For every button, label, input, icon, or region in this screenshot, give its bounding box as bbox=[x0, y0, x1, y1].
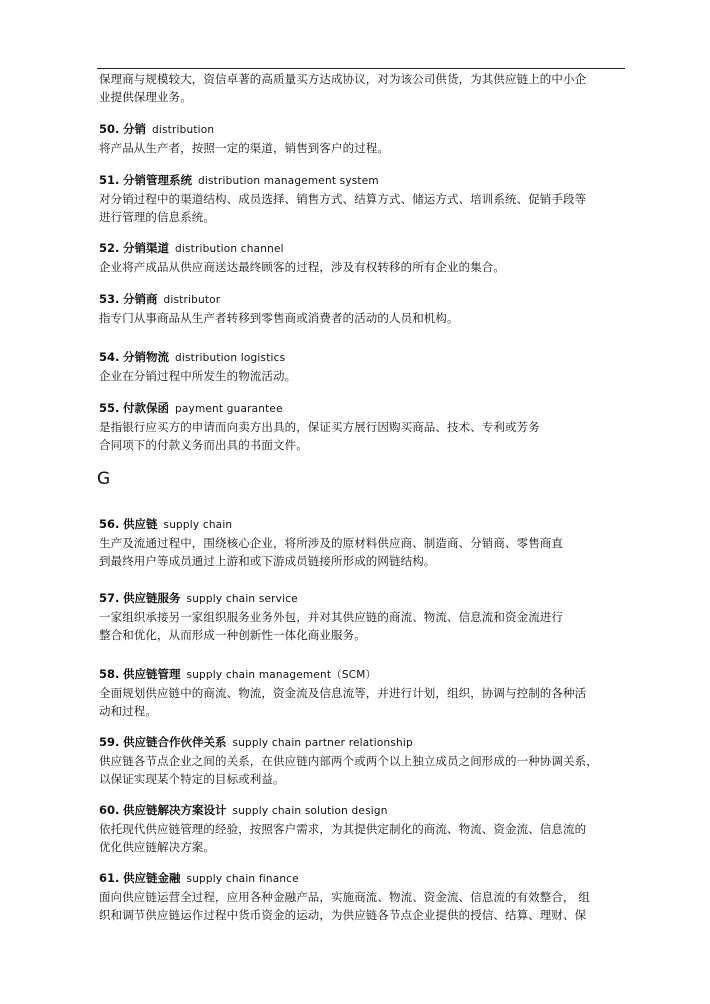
entry-term-zh: 付款保函 bbox=[123, 401, 170, 415]
entry-definition: 将产品从生产者，按照一定的渠道，销售到客户的过程。 bbox=[99, 141, 389, 155]
entry-definition: 合同项下的付款义务而出具的书面文件。 bbox=[99, 438, 308, 452]
entry-term-zh: 供应链解决方案设计 bbox=[123, 803, 227, 817]
entry-50 bbox=[99, 120, 627, 157]
entry-term-en: supply chain solution design bbox=[232, 805, 388, 817]
entry-number: 52. bbox=[99, 241, 120, 255]
entry-53 bbox=[99, 290, 627, 327]
entry-term-zh: 分销渠道 bbox=[123, 241, 170, 255]
entry-58 bbox=[99, 665, 627, 720]
entry-heading bbox=[99, 348, 627, 367]
entry-heading bbox=[99, 665, 627, 684]
section-letter: G bbox=[97, 469, 111, 489]
entry-term-zh: 供应链服务 bbox=[123, 591, 181, 605]
entry-term-en: distribution logistics bbox=[175, 352, 286, 364]
entry-definition: 到最终用户等成员通过上游和或下游成员链接所形成的网链结构。 bbox=[99, 554, 436, 568]
entry-heading bbox=[99, 399, 627, 418]
entry-number: 54. bbox=[99, 350, 120, 364]
entry-52 bbox=[99, 239, 627, 276]
entry-term-en: distribution channel bbox=[175, 243, 284, 255]
entry-number: 61. bbox=[99, 871, 120, 885]
entry-term-zh: 供应链金融 bbox=[123, 871, 181, 885]
entry-definition: 对分销过程中的渠道结构、成员选择、销售方式、结算方式、储运方式、培训系统、促销手段等 bbox=[99, 192, 587, 206]
entry-term-en: supply chain finance bbox=[186, 873, 299, 885]
entry-term-zh: 分销物流 bbox=[123, 350, 170, 364]
entry-term-en: supply chain bbox=[163, 519, 233, 531]
entry-57 bbox=[99, 589, 627, 644]
entry-number: 56. bbox=[99, 517, 120, 531]
entry-heading bbox=[99, 733, 627, 752]
entry-definition: 企业将产成品从供应商送达最终顾客的过程，涉及有权转移的所有企业的集合。 bbox=[99, 260, 505, 274]
entry-term-zh: 分销 bbox=[123, 122, 147, 136]
entry-heading bbox=[99, 171, 627, 190]
entry-number: 60. bbox=[99, 803, 120, 817]
entry-term-en: distributor bbox=[163, 294, 221, 306]
entry-heading bbox=[99, 869, 627, 888]
entry-term-en: supply chain partner relationship bbox=[232, 737, 413, 749]
entry-definition: 指专门从事商品从生产者转移到零售商或消费者的活动的人员和机构。 bbox=[99, 311, 459, 325]
entry-heading bbox=[99, 290, 627, 309]
entry-definition: 面向供应链运营全过程，应用各种金融产品，实施商流、物流、资金流、信息流的有效整合， 组 bbox=[99, 890, 590, 904]
entry-definition: 全面规划供应链中的商流、物流，资金流及信息流等，并进行计划，组织，协调与控制的各种活 bbox=[99, 686, 587, 700]
entry-number: 57. bbox=[99, 591, 120, 605]
entry-number: 58. bbox=[99, 667, 120, 681]
entry-heading bbox=[99, 239, 627, 258]
top-rule bbox=[97, 68, 625, 69]
entry-term-zh: 供应链管理 bbox=[123, 667, 181, 681]
entry-number: 59. bbox=[99, 735, 120, 749]
entry-definition: 企业在分销过程中所发生的物流活动。 bbox=[99, 369, 297, 383]
entry-54 bbox=[99, 348, 627, 385]
entry-number: 50. bbox=[99, 122, 120, 136]
entry-59 bbox=[99, 733, 627, 788]
text-line: 业提供保理业务。 bbox=[99, 90, 192, 104]
entry-number: 55. bbox=[99, 401, 120, 415]
entry-heading bbox=[99, 515, 627, 534]
entry-term-zh: 分销商 bbox=[123, 292, 158, 306]
entry-definition: 依托现代供应链管理的经验，按照客户需求，为其提供定制化的商流、物流、资金流、信息流的 bbox=[99, 822, 587, 836]
entry-definition: 进行管理的信息系统。 bbox=[99, 210, 215, 224]
entry-term-zh: 供应链 bbox=[123, 517, 158, 531]
entry-60 bbox=[99, 801, 627, 856]
intro-paragraph bbox=[99, 70, 627, 106]
entry-definition: 织和调节供应链运作过程中货币资金的运动，为供应链各节点企业提供的授信、结算、理财、保 bbox=[99, 908, 587, 922]
entry-definition: 供应链各节点企业之间的关系，在供应链内部两个或两个以上独立成员之间形成的一种协调关系， bbox=[99, 754, 598, 768]
entry-heading bbox=[99, 589, 627, 608]
entry-51 bbox=[99, 171, 627, 226]
entry-definition: 整合和优化，从而形成一种创新性一体化商业服务。 bbox=[99, 628, 366, 642]
entry-number: 53. bbox=[99, 292, 120, 306]
entry-55 bbox=[99, 399, 627, 454]
entry-term-en: distribution management system bbox=[198, 175, 379, 187]
entry-definition: 一家组织承接另一家组织服务业务外包，并对其供应链的商流、物流、信息流和资金流进行 bbox=[99, 610, 563, 624]
entry-term-en: supply chain service bbox=[186, 593, 298, 605]
text-line: 保理商与规模较大，资信卓著的高质量买方达成协议，对为该公司供货，为其供应链上的中小企 bbox=[99, 72, 587, 86]
entry-definition: 是指银行应买方的申请而向卖方出具的，保证买方展行因购买商品、技术、专利或芳务 bbox=[99, 420, 540, 434]
entry-term-en: distribution bbox=[152, 124, 215, 136]
entry-definition: 以保证实现某个特定的目标或利益。 bbox=[99, 772, 285, 786]
entry-definition: 生产及流通过程中，围绕核心企业，将所涉及的原材料供应商、制造商、分销商、零售商直 bbox=[99, 536, 563, 550]
entry-term-en: supply chain management（SCM） bbox=[186, 669, 377, 681]
entry-term-zh: 分销管理系统 bbox=[123, 173, 193, 187]
entry-heading bbox=[99, 120, 627, 139]
entry-heading bbox=[99, 801, 627, 820]
entry-term-zh: 供应链合作伙伴关系 bbox=[123, 735, 227, 749]
entry-number: 51. bbox=[99, 173, 120, 187]
entry-61 bbox=[99, 869, 627, 924]
entry-56 bbox=[99, 515, 627, 570]
entry-definition: 动和过程。 bbox=[99, 704, 157, 718]
entry-term-en: payment guarantee bbox=[175, 403, 283, 415]
entry-definition: 优化供应链解决方案。 bbox=[99, 840, 215, 854]
